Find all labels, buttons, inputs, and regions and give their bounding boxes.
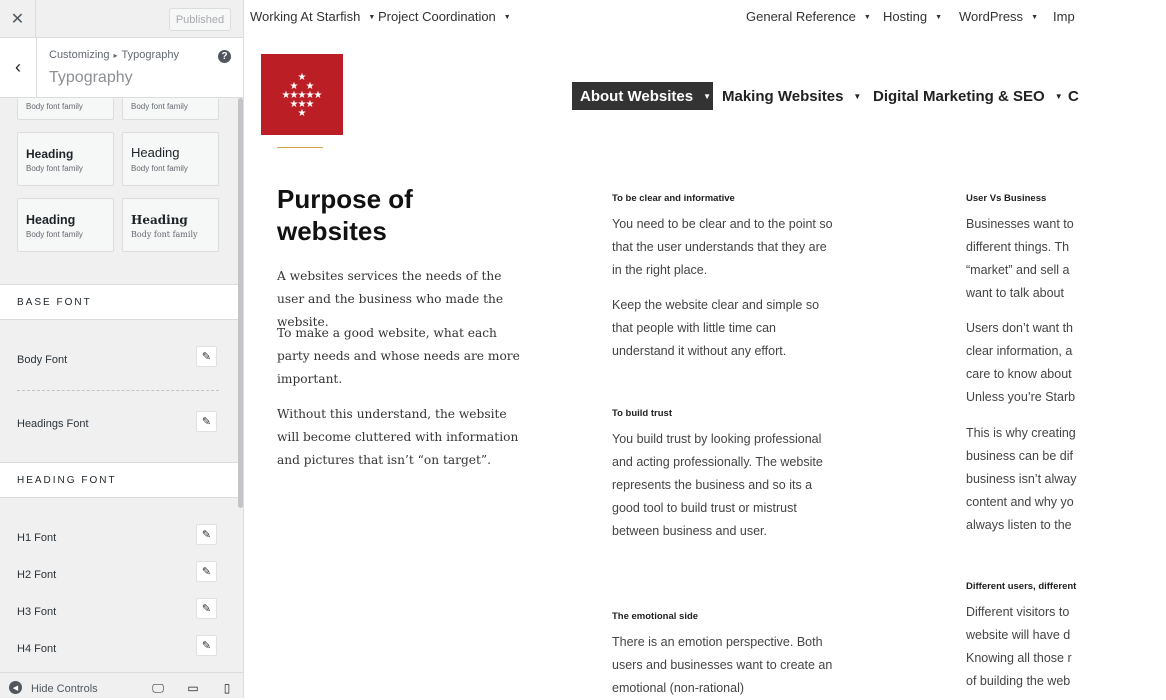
svg-text:★: ★ — [297, 108, 307, 119]
text-line: clear information, a — [966, 344, 1073, 358]
desktop-icon[interactable]: 🖵 — [152, 680, 164, 695]
pencil-icon: ✎ — [201, 603, 212, 615]
text-line: content and why yo — [966, 495, 1074, 509]
text-line: care to know about — [966, 367, 1072, 381]
intro-paragraph: A websites services the needs of the user and the business who made the website. — [277, 269, 504, 329]
svg-text:★: ★ — [305, 90, 315, 101]
text-line: different things. Th — [966, 240, 1070, 254]
panel-title: Typography — [49, 69, 133, 86]
h3-font-edit-button[interactable] — [196, 598, 217, 619]
preset-heading-label: Heading — [26, 147, 74, 161]
intro-paragraph: Without this understand, the website will become cluttered with information and pictures that isn’t “on target”. — [277, 407, 519, 467]
preset-heading-label: Heading — [26, 213, 76, 227]
breadcrumb-arrow-icon: ▸ — [113, 51, 118, 60]
section-paragraph — [966, 213, 1166, 305]
svg-text:★: ★ — [305, 99, 315, 110]
sidebar-scrollbar[interactable] — [238, 98, 243, 508]
section-heading: User Vs Business — [966, 193, 1047, 204]
mobile-icon[interactable]: ▯ — [223, 681, 231, 695]
body-font-edit-button[interactable] — [196, 346, 217, 367]
headings-font-label: Headings Font — [17, 418, 89, 430]
h3-font-label: H3 Font — [17, 606, 57, 618]
site-logo[interactable] — [261, 54, 343, 135]
pencil-icon: ✎ — [201, 351, 212, 363]
published-button[interactable]: Published — [169, 8, 231, 31]
top-nav-label: General Reference — [746, 9, 856, 24]
breadcrumb-current: Typography — [121, 49, 180, 61]
section-paragraph: Keep the website clear and simple so that people with little time can understand it without any effort. — [612, 298, 820, 358]
typography-preset-3[interactable] — [17, 132, 114, 186]
top-nav-label: Hosting — [883, 9, 928, 24]
section-heading: To be clear and informative — [612, 193, 735, 204]
text-line: Users don’t want th — [966, 321, 1073, 335]
accent-divider — [277, 147, 323, 148]
top-nav-working-at-starfish[interactable] — [250, 9, 375, 24]
svg-text:★: ★ — [289, 90, 299, 101]
base-font-section-heading: BASE FONT — [0, 284, 238, 320]
close-customizer-button[interactable] — [0, 0, 36, 38]
top-nav-general-reference[interactable] — [746, 9, 871, 24]
svg-text:★: ★ — [289, 99, 299, 110]
text-line: of building the web — [966, 674, 1071, 688]
svg-text:★: ★ — [297, 99, 307, 110]
caret-down-icon: ▼ — [935, 14, 943, 21]
top-nav-label: Project Coordination — [378, 9, 496, 24]
top-nav-label: WordPress — [959, 9, 1024, 24]
hide-controls-icon[interactable]: ◀ — [9, 681, 22, 694]
tablet-icon[interactable]: ▭ — [187, 681, 199, 695]
preset-body-label: Body font family — [26, 164, 83, 173]
svg-text:★: ★ — [313, 90, 323, 101]
customizer-footer — [0, 672, 243, 698]
caret-down-icon: ▼ — [703, 91, 711, 101]
top-nav-wordpress[interactable] — [959, 9, 1038, 24]
section-paragraph: You need to be clear and to the point so that the user understands that they are in the right place. — [612, 217, 833, 277]
h1-font-label: H1 Font — [17, 532, 57, 544]
section-paragraph — [966, 601, 1166, 693]
section-heading: The emotional side — [612, 611, 699, 622]
typography-preset-2[interactable] — [122, 98, 219, 120]
page-title: Purpose of websites — [277, 184, 413, 246]
top-nav-imp[interactable] — [1053, 9, 1075, 24]
main-nav-truncated[interactable] — [1068, 82, 1079, 110]
caret-down-icon: ▼ — [503, 14, 511, 21]
main-nav-label: C — [1068, 87, 1079, 105]
headings-font-edit-button[interactable] — [196, 411, 217, 432]
breadcrumb — [49, 49, 179, 61]
customizer-sidebar — [0, 0, 244, 698]
preset-body-label: Body font family — [26, 102, 83, 111]
caret-down-icon: ▼ — [863, 14, 871, 21]
text-line: business can be dif — [966, 449, 1074, 463]
main-nav-about-websites[interactable] — [572, 82, 713, 110]
text-line: always listen to the — [966, 518, 1072, 532]
pencil-icon: ✎ — [201, 529, 212, 541]
text-line: Businesses want to — [966, 217, 1074, 231]
top-nav-label: Imp — [1053, 9, 1075, 24]
h4-font-edit-button[interactable] — [196, 635, 217, 656]
main-nav-digital-marketing[interactable] — [873, 82, 1063, 110]
top-navigation — [244, 0, 1074, 34]
top-nav-label: Working At Starfish — [250, 9, 361, 24]
intro-paragraph: To make a good website, what each party needs and whose needs are more important. — [277, 326, 520, 386]
h1-font-edit-button[interactable] — [196, 524, 217, 545]
row-divider — [17, 390, 219, 391]
svg-text:★: ★ — [305, 81, 315, 92]
main-nav-label: About Websites — [580, 87, 694, 105]
customizer-top-bar — [0, 0, 243, 38]
section-heading: Different users, different — [966, 581, 1077, 592]
text-line: want to talk about — [966, 286, 1064, 300]
heading-font-section-heading: HEADING FONT — [0, 462, 238, 498]
top-nav-hosting[interactable] — [883, 9, 942, 24]
section-paragraph — [966, 422, 1166, 537]
main-nav-label: Making Websites — [722, 87, 844, 105]
text-line: website will have d — [966, 628, 1071, 642]
section-paragraph: There is an emotion perspective. Both users and businesses want to create an emotional (non-rational) — [612, 635, 833, 695]
preset-body-label: Body font family — [131, 230, 198, 239]
text-line: Unless you’re Starb — [966, 390, 1076, 404]
section-paragraph — [966, 317, 1166, 409]
preset-heading-label: Heading — [131, 145, 180, 160]
panel-header — [0, 38, 243, 98]
text-line: Different visitors to — [966, 605, 1070, 619]
typography-preset-4[interactable] — [122, 132, 219, 186]
pencil-icon: ✎ — [201, 640, 212, 652]
typography-preset-5[interactable] — [17, 198, 114, 252]
help-icon[interactable]: ? — [218, 50, 231, 63]
text-line: “market” and sell a — [966, 263, 1070, 277]
svg-text:★: ★ — [281, 90, 291, 101]
starfish-logo-icon — [261, 54, 343, 135]
close-icon: ✕ — [10, 11, 25, 28]
preset-body-label: Body font family — [131, 102, 188, 111]
h4-font-label: H4 Font — [17, 643, 57, 655]
svg-text:★: ★ — [297, 72, 307, 83]
text-line: Knowing all those r — [966, 651, 1072, 665]
svg-text:★: ★ — [289, 81, 299, 92]
preset-body-label: Body font family — [26, 230, 83, 239]
preset-heading-label: Heading — [131, 213, 188, 227]
main-nav-making-websites[interactable] — [722, 82, 861, 110]
text-line: This is why creating — [966, 426, 1076, 440]
pencil-icon: ✎ — [201, 416, 212, 428]
typography-preset-6[interactable] — [122, 198, 219, 252]
chevron-left-icon: ‹ — [15, 57, 21, 77]
back-button[interactable] — [0, 38, 37, 97]
h2-font-edit-button[interactable] — [196, 561, 217, 582]
hide-controls-label[interactable]: Hide Controls — [31, 683, 98, 695]
top-nav-project-coordination[interactable] — [378, 9, 511, 24]
caret-down-icon: ▼ — [1054, 91, 1063, 101]
caret-down-icon: ▼ — [368, 14, 376, 21]
section-heading: To build trust — [612, 408, 672, 419]
body-font-label: Body Font — [17, 354, 68, 366]
caret-down-icon: ▼ — [853, 91, 862, 101]
text-line: business isn’t alway — [966, 472, 1077, 486]
main-nav-label: Digital Marketing & SEO — [873, 87, 1045, 105]
breadcrumb-root: Customizing — [49, 49, 110, 61]
site-preview — [244, 0, 1079, 698]
h2-font-label: H2 Font — [17, 569, 57, 581]
preset-body-label: Body font family — [131, 164, 188, 173]
svg-text:★: ★ — [297, 90, 307, 101]
pencil-icon: ✎ — [201, 566, 212, 578]
caret-down-icon: ▼ — [1031, 14, 1038, 21]
typography-preset-1[interactable] — [17, 98, 114, 120]
section-paragraph: You build trust by looking professional and acting professionally. The website represents the business and so its a good tool to build trust or mistrust between business and user. — [612, 432, 823, 538]
